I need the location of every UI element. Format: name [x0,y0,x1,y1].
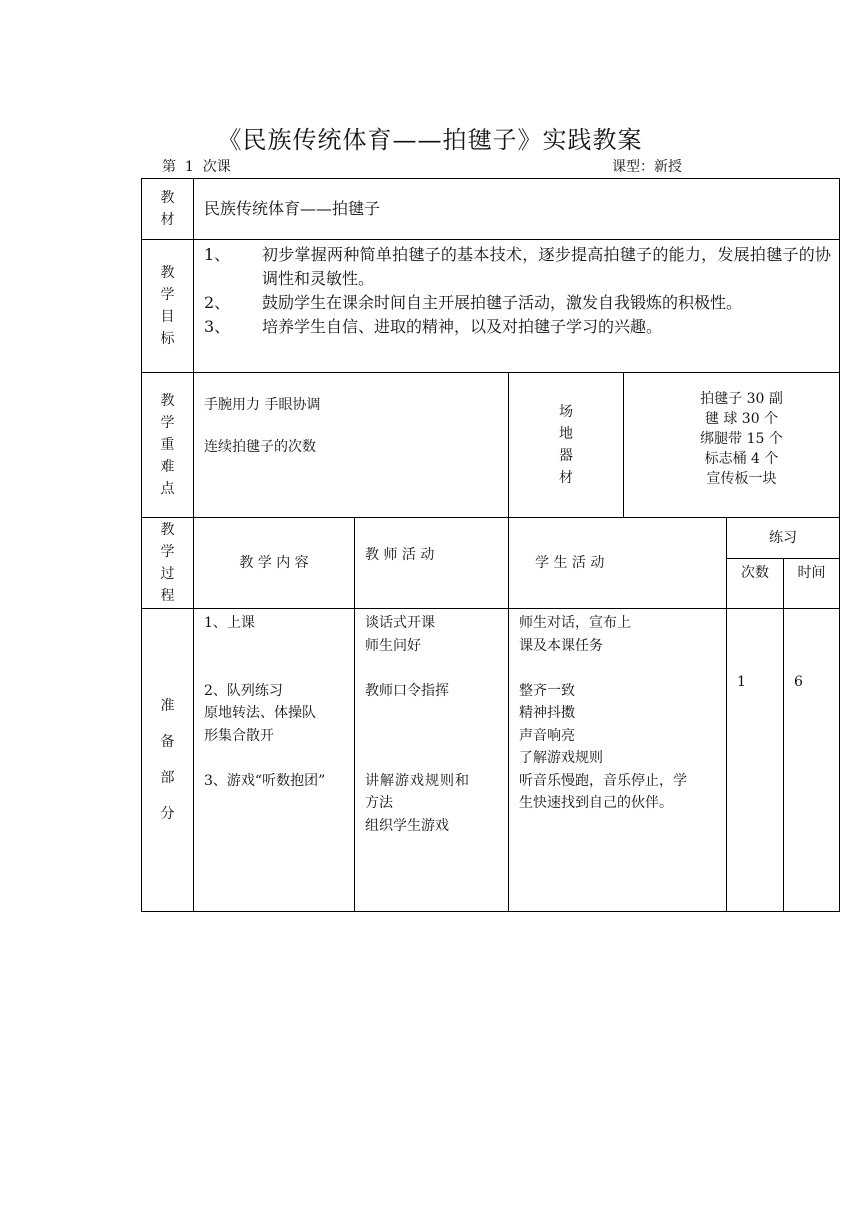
key-point-item: 连续拍毽子的次数 [204,439,316,455]
prep-content-line: 3、游戏“听数抱团” [204,772,326,789]
goals-label: 教学目标 [160,265,175,347]
page-title: 《民族传统体育——拍毽子》实践教案 [217,126,643,154]
prep-content-cell [193,608,355,912]
prep-student-line: 了解游戏规则 [519,750,603,766]
prep-content-line [204,635,354,658]
goals-content-cell [193,239,840,373]
prep-teacher-line: 谈话式开课 [365,615,435,631]
prep-time: 6 [794,674,803,690]
prep-student-line: 精神抖擞 [519,705,575,721]
prep-student-line: 课及本课任务 [519,637,603,654]
goals-list [204,243,831,339]
content-header-cell [193,517,355,609]
goal-item [204,315,831,339]
content-header: 教 学 内 容 [239,555,309,571]
prep-student-cell [508,608,727,912]
goal-item [204,291,831,315]
practice-header-cell [726,517,840,559]
prep-student-line: 声音响亮 [519,727,575,744]
prep-teacher-line: 教师口令指挥 [365,682,449,699]
venue-item: 毽 球 30 个 [704,411,779,427]
venue-item: 绑腿带 15 个 [700,431,783,447]
prep-count: 1 [737,674,746,690]
prep-teacher-line [365,725,502,748]
prep-student-line: 整齐一致 [519,682,575,699]
venue-label-cell [508,372,624,518]
prep-time-cell [783,608,840,912]
material-label: 教材 [160,190,175,228]
time-header-cell [783,558,840,609]
prep-content-line: 2、队列练习 [204,682,283,699]
process-label-cell [141,517,194,609]
key-points-content-cell [193,372,509,518]
goal-text: 初步掌握两种简单拍毽子的基本技术，逐步提高拍毽子的能力，发展拍毽子的协调性和灵敏性。 [262,245,831,288]
prep-student-line [519,657,722,680]
key-points-label: 教学重难点 [160,393,175,497]
prep-teacher-line [365,747,502,770]
venue-label: 场地器材 [559,404,573,486]
practice-header: 练习 [769,530,797,546]
goal-number: 3、 [204,317,231,336]
count-header: 次数 [741,565,769,581]
goal-text: 培养学生自信、进取的精神，以及对拍毽子学习的兴趣。 [262,317,663,336]
prep-student-line: 师生对话，宣布上 [519,615,631,631]
count-header-cell [726,558,784,609]
prep-teacher-line [365,657,502,680]
prep-student-line: 听音乐慢跑，音乐停止，学 [519,772,687,789]
prep-content-line: 形集合散开 [204,727,274,744]
time-header: 时间 [797,565,826,581]
prep-count-cell [726,608,784,912]
goal-text: 鼓励学生在课余时间自主开展拍毽子活动，激发自我锻炼的积极性。 [262,293,743,312]
prep-teacher-line: 师生问好 [365,637,421,654]
prep-label-cell [141,608,194,912]
goals-label-cell [141,239,194,373]
venue-content-cell [623,372,840,518]
prep-teacher-line [365,702,502,725]
material-label-cell [141,178,194,240]
prep-teacher-line: 组织学生游戏 [365,817,449,834]
prep-content-line: 1、上课 [204,615,255,631]
prep-teacher-line: 方法 [365,795,393,811]
prep-content-line [204,747,354,770]
material-content-cell [193,178,840,240]
venue-item: 宣传板一块 [706,471,777,487]
process-label: 教学过程 [160,522,175,604]
material-content: 民族传统体育——拍毽子 [204,199,381,218]
prep-label: 准备部分 [160,698,175,822]
student-header-cell [508,517,727,609]
prep-content-line [204,657,354,680]
goal-item [204,243,831,291]
goal-number: 2、 [204,293,231,312]
prep-teacher-cell [354,608,509,912]
student-header: 学 生 活 动 [535,555,605,571]
lesson-number: 第 1 次课 [162,159,231,175]
teacher-header: 教 师 活 动 [365,547,435,563]
prep-content-line: 原地转法、体操队 [204,705,316,721]
teacher-header-cell [354,517,509,609]
prep-student-line: 生快速找到自己的伙伴。 [519,795,673,811]
venue-item: 拍毽子 30 副 [700,391,783,407]
lesson-type: 课型：新授 [612,159,682,175]
key-points-label-cell [141,372,194,518]
goal-number: 1、 [204,245,231,264]
prep-teacher-line: 讲解游戏规则和 [365,772,470,789]
venue-item: 标志桶 4 个 [704,451,779,467]
key-point-item: 手腕用力 手眼协调 [204,397,321,413]
